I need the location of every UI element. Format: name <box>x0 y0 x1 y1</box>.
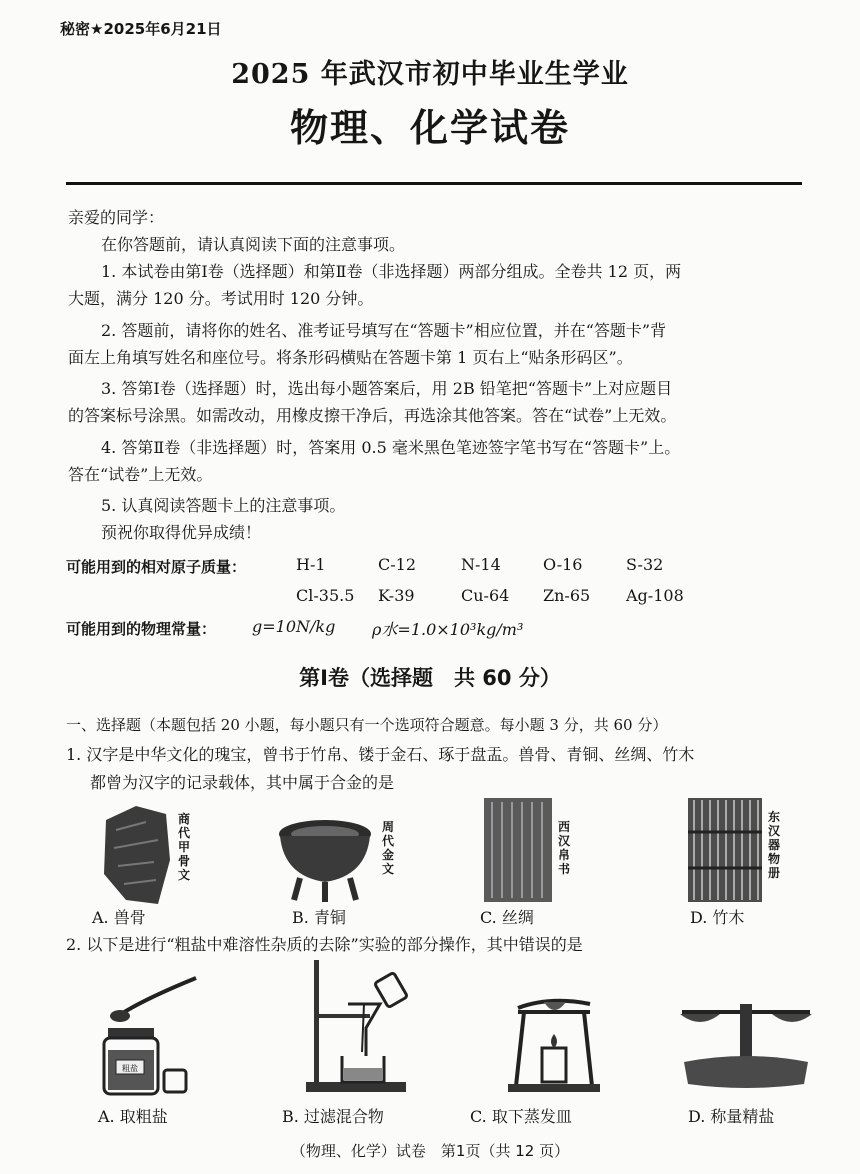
notice-item2-line1: 2. 答题前，请将你的姓名、准考证号填写在“答题卡”相应位置，并在“答题卡”背 <box>101 321 667 340</box>
page-footer: （物理、化学）试卷 第1页（共 12 页） <box>290 1142 570 1160</box>
secret-date: 秘密★2025年6月21日 <box>60 20 222 38</box>
q1-option-d-label: 东汉器物册 <box>768 810 781 880</box>
bamboo-slips-image <box>686 796 764 904</box>
atomic-mass-r1-3: O-16 <box>543 555 583 574</box>
notice-intro: 在你答题前，请认真阅读下面的注意事项。 <box>101 235 406 254</box>
constant-g: g=10N/kg <box>252 617 336 636</box>
notice-item5: 5. 认真阅读答题卡上的注意事项。 <box>101 496 346 515</box>
notice-item3-line2: 的答案标号涂黑。如需改动，用橡皮擦干净后，再选涂其他答案。答在“试卷”上无效。 <box>68 406 677 425</box>
exam-title-line1: 2025 年武汉市初中毕业生学业 <box>231 59 629 90</box>
q2-option-d: D. 称量精盐 <box>688 1107 775 1126</box>
atomic-mass-r2-3: Zn-65 <box>543 586 591 605</box>
atomic-mass-r2-2: Cu-64 <box>461 586 510 605</box>
evaporation-dish-image <box>504 968 604 1094</box>
notice-item2-line2: 面左上角填写姓名和座位号。将条形码横贴在答题卡第 1 页右上“贴条形码区”。 <box>68 348 633 367</box>
atomic-mass-r2-4: Ag-108 <box>626 586 684 605</box>
title-rule <box>66 182 802 185</box>
atomic-mass-r2-1: K-39 <box>378 586 415 605</box>
notice-wish: 预祝你取得优异成绩！ <box>101 523 262 542</box>
silk-manuscript-image <box>482 796 554 904</box>
notice-item3-line1: 3. 答第Ⅰ卷（选择题）时，选出每小题答案后，用 2B 铅笔把“答题卡”上对应题目 <box>101 379 673 398</box>
q1-option-c: C. 丝绸 <box>480 908 534 927</box>
atomic-mass-r2-0: Cl-35.5 <box>296 586 355 605</box>
section-intro: 一、选择题（本题包括 20 小题，每小题只有一个选项符合题意。每小题 3 分，共 60 分） <box>66 716 668 734</box>
atomic-mass-r1-0: H-1 <box>296 555 326 574</box>
q1-option-b-label: 周代金文 <box>382 820 395 876</box>
notice-item1-line1: 1. 本试卷由第Ⅰ卷（选择题）和第Ⅱ卷（非选择题）两部分组成。全卷共 12 页，两 <box>101 262 682 281</box>
jar-label: 粗盐 <box>122 1064 138 1073</box>
atomic-mass-r1-1: C-12 <box>378 555 417 574</box>
oracle-bone-image <box>96 800 176 910</box>
q1-option-d: D. 竹木 <box>690 908 745 927</box>
notice-item4-line1: 4. 答第Ⅱ卷（非选择题）时，答案用 0.5 毫米黑色笔迹签字笔书写在“答题卡”上。 <box>101 438 681 457</box>
q2-option-a: A. 取粗盐 <box>98 1107 168 1126</box>
bronze-vessel-image <box>270 812 380 902</box>
q2-option-c: C. 取下蒸发皿 <box>470 1107 572 1126</box>
q1-option-b: B. 青铜 <box>292 908 346 927</box>
salt-jar-spoon-image <box>96 966 206 1096</box>
constants-label: 可能用到的物理常量： <box>66 620 217 638</box>
q1-option-c-label: 西汉帛书 <box>558 820 571 876</box>
notice-item1-line2: 大题，满分 120 分。考试用时 120 分钟。 <box>68 289 374 308</box>
q2-option-b: B. 过滤混合物 <box>282 1107 384 1126</box>
atomic-mass-r1-4: S-32 <box>626 555 664 574</box>
notice-greeting: 亲爱的同学： <box>68 208 165 227</box>
atomic-mass-r1-2: N-14 <box>461 555 501 574</box>
atomic-mass-label: 可能用到的相对原子质量： <box>66 558 247 576</box>
q2-stem: 2. 以下是进行“粗盐中难溶性杂质的去除”实验的部分操作，其中错误的是 <box>66 935 583 954</box>
q1-stem-line2: 都曾为汉字的记录载体，其中属于合金的是 <box>90 773 395 792</box>
notice-item4-line2: 答在“试卷”上无效。 <box>68 465 213 484</box>
exam-title-line2: 物理、化学试卷 <box>289 106 570 150</box>
q1-option-a: A. 兽骨 <box>92 908 146 927</box>
q1-stem-line1: 1. 汉字是中华文化的瑰宝，曾书于竹帛、镂于金石、琢于盘盂。兽骨、青铜、丝绸、竹木 <box>66 745 695 764</box>
section-title: 第Ⅰ卷（选择题 共 60 分） <box>299 666 561 690</box>
balance-scale-image <box>676 984 816 1092</box>
q1-option-a-label: 商代甲骨文 <box>178 812 191 882</box>
filtration-apparatus-image <box>300 956 420 1096</box>
constant-rho: ρ水=1.0×10³kg/m³ <box>372 620 524 639</box>
